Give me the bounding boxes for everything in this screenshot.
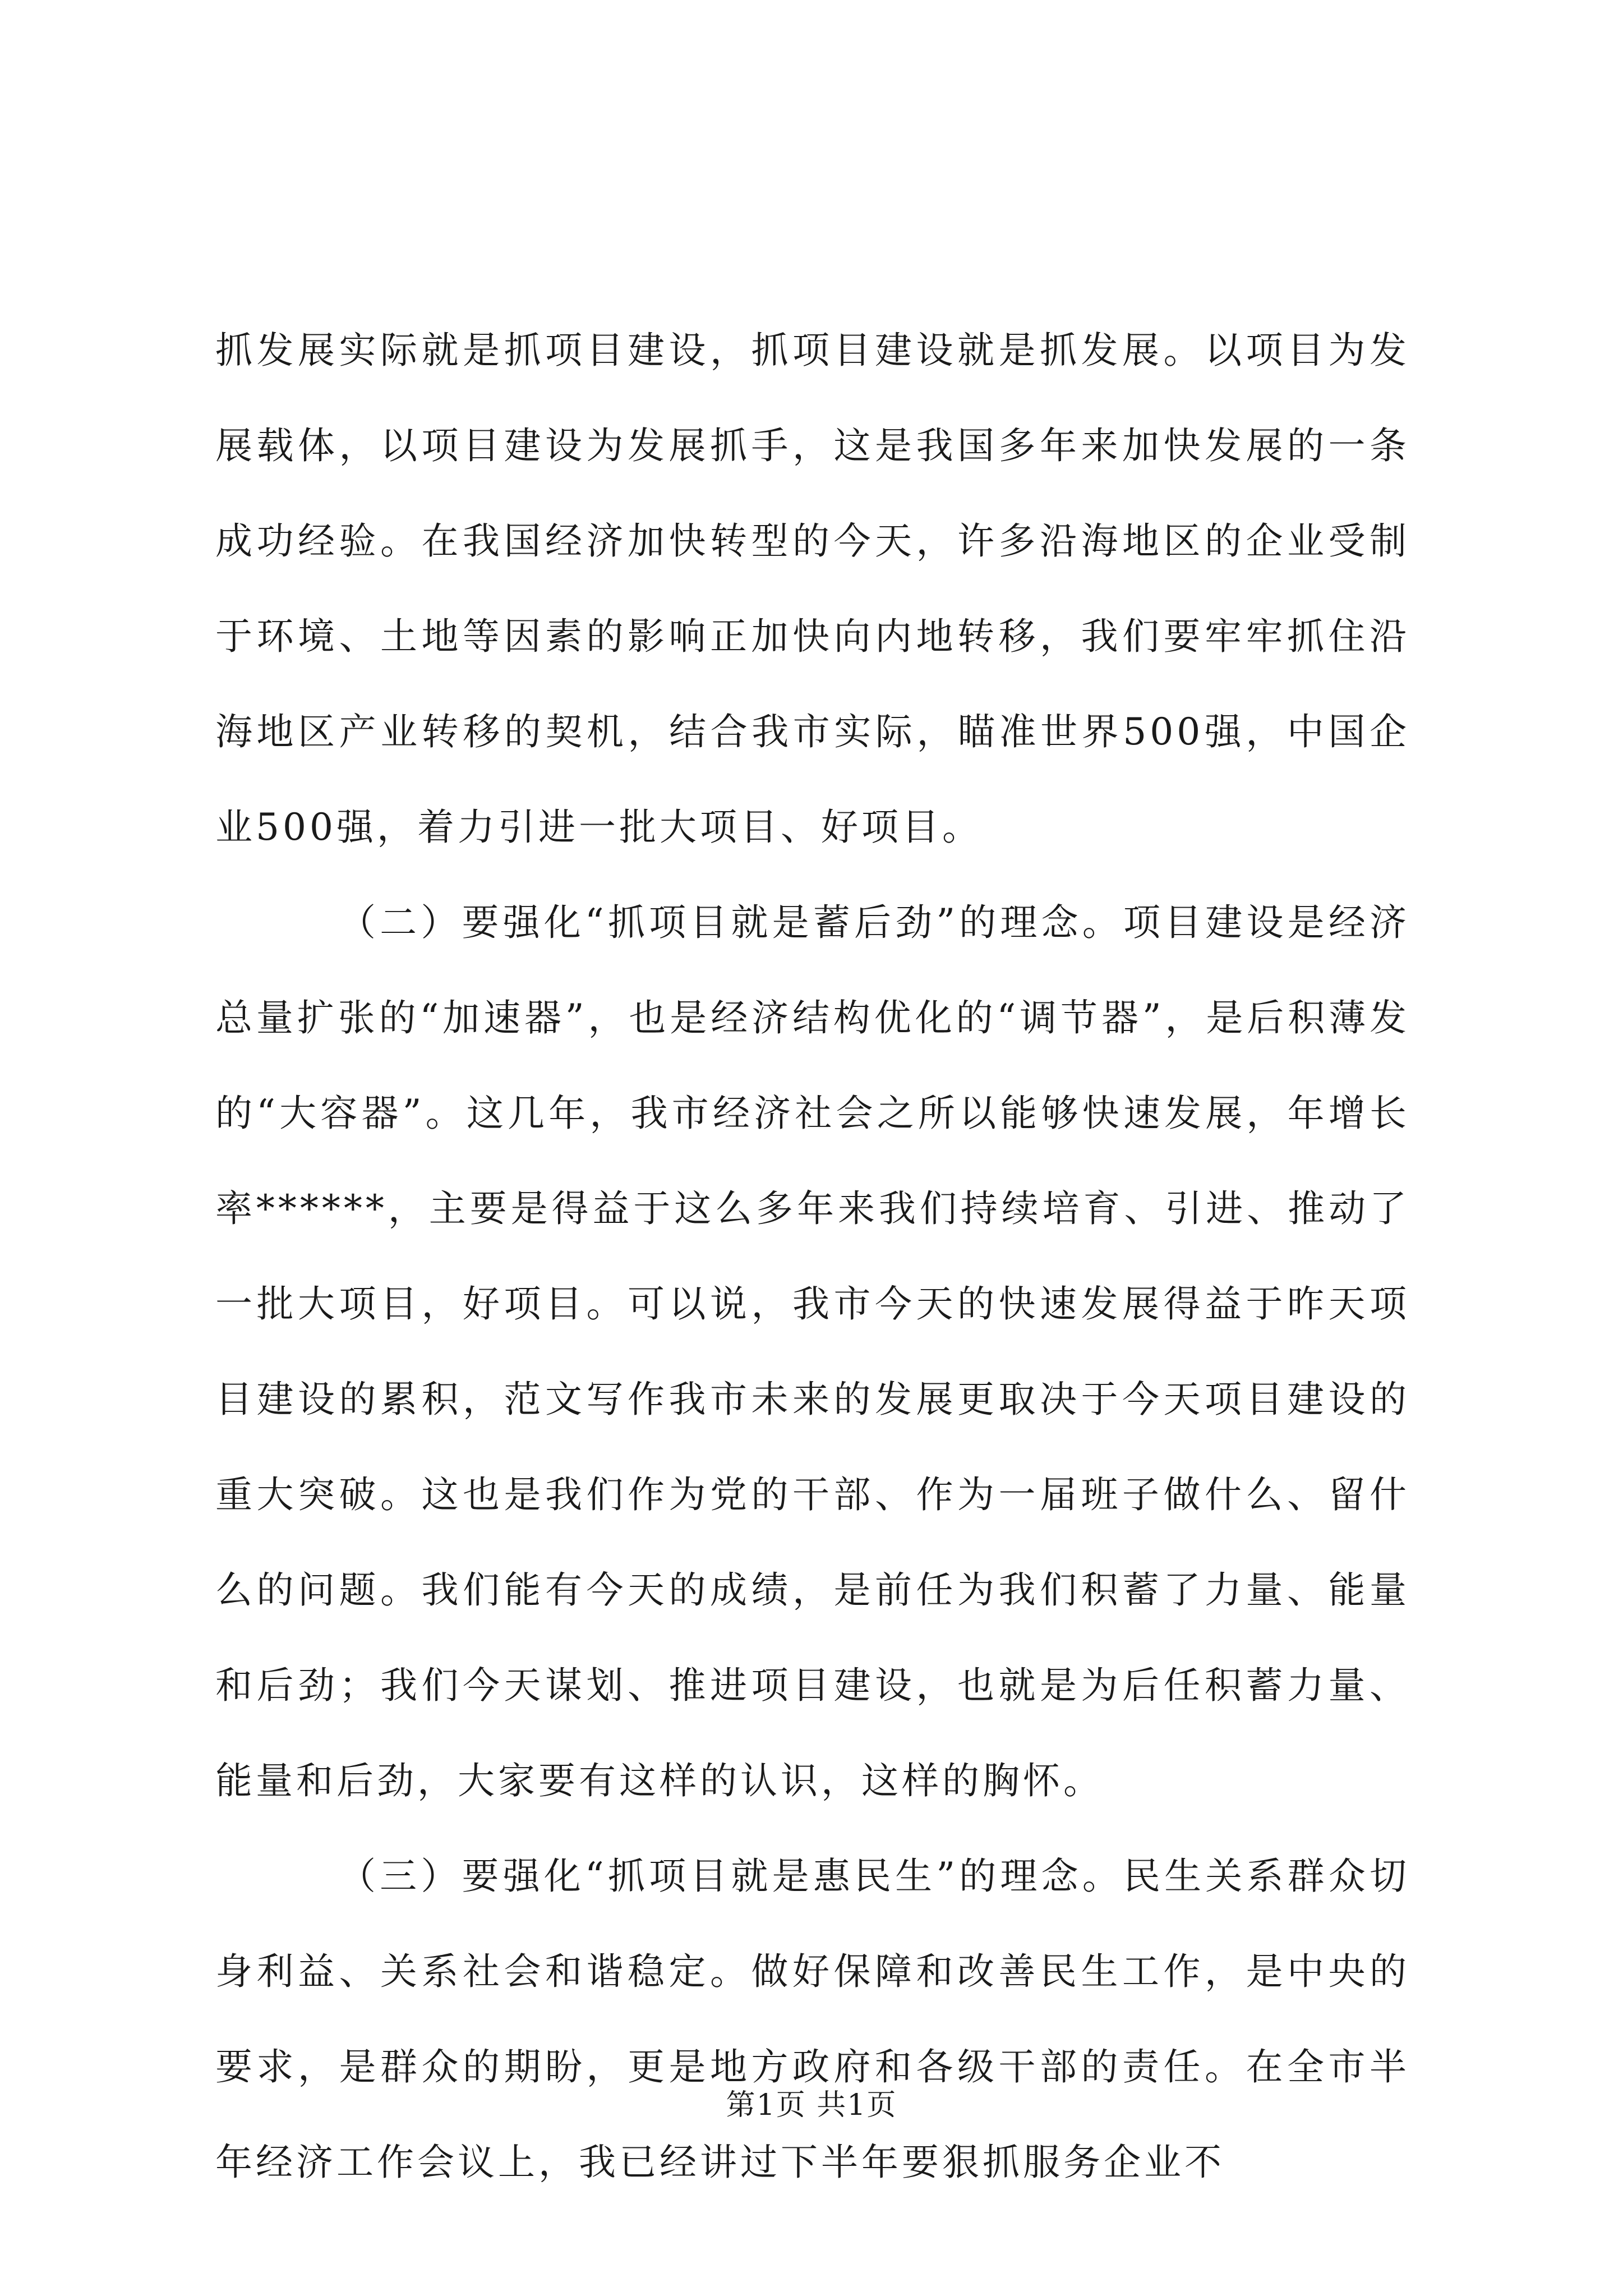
document-body (215, 303, 1410, 2210)
paragraph-2: （二）要强化“抓项目就是蓄后劲”的理念。项目建设是经济总量扩张的“加速器”，也是经济结构优化的“调节器”，是后积薄发的“大容器”。这几年，我市经济社会之所以能够快速发展，年增长率******，主要是得益于这么多年来我们持续培育、引进、推动了一批大项目，好项目。可以说，我市今天的快速发展得益于昨天项目建设的累积，范文写作我市未来的发展更取决于今天项目建设的重大突破。这也是我们作为党的干部、作为一届班子做什么、留什么的问题。我们能有今天的成绩，是前任为我们积蓄了力量、能量和后劲；我们今天谋划、推进项目建设，也就是为后任积蓄力量、能量和后劲，大家要有这样的认识，这样的胸怀。 (215, 901, 1410, 1802)
paragraph-3: （三）要强化“抓项目就是惠民生”的理念。民生关系群众切身利益、关系社会和谐稳定。做好保障和改善民生工作，是中央的要求，是群众的期盼，更是地方政府和各级干部的责任。在全市半年经济工作会议上，我已经讲过下半年要狠抓服务企业不 (215, 1855, 1410, 2184)
page-footer: 第1页 共1页 (726, 2088, 897, 2122)
paragraph-1: 抓发展实际就是抓项目建设，抓项目建设就是抓发展。以项目为发展载体，以项目建设为发展抓手，这是我国多年来加快发展的一条成功经验。在我国经济加快转型的今天，许多沿海地区的企业受制于环境、土地等因素的影响正加快向内地转移，我们要牢牢抓住沿海地区产业转移的契机，结合我市实际，瞄准世界500强，中国企业500强，着力引进一批大项目、好项目。 (215, 329, 1410, 849)
